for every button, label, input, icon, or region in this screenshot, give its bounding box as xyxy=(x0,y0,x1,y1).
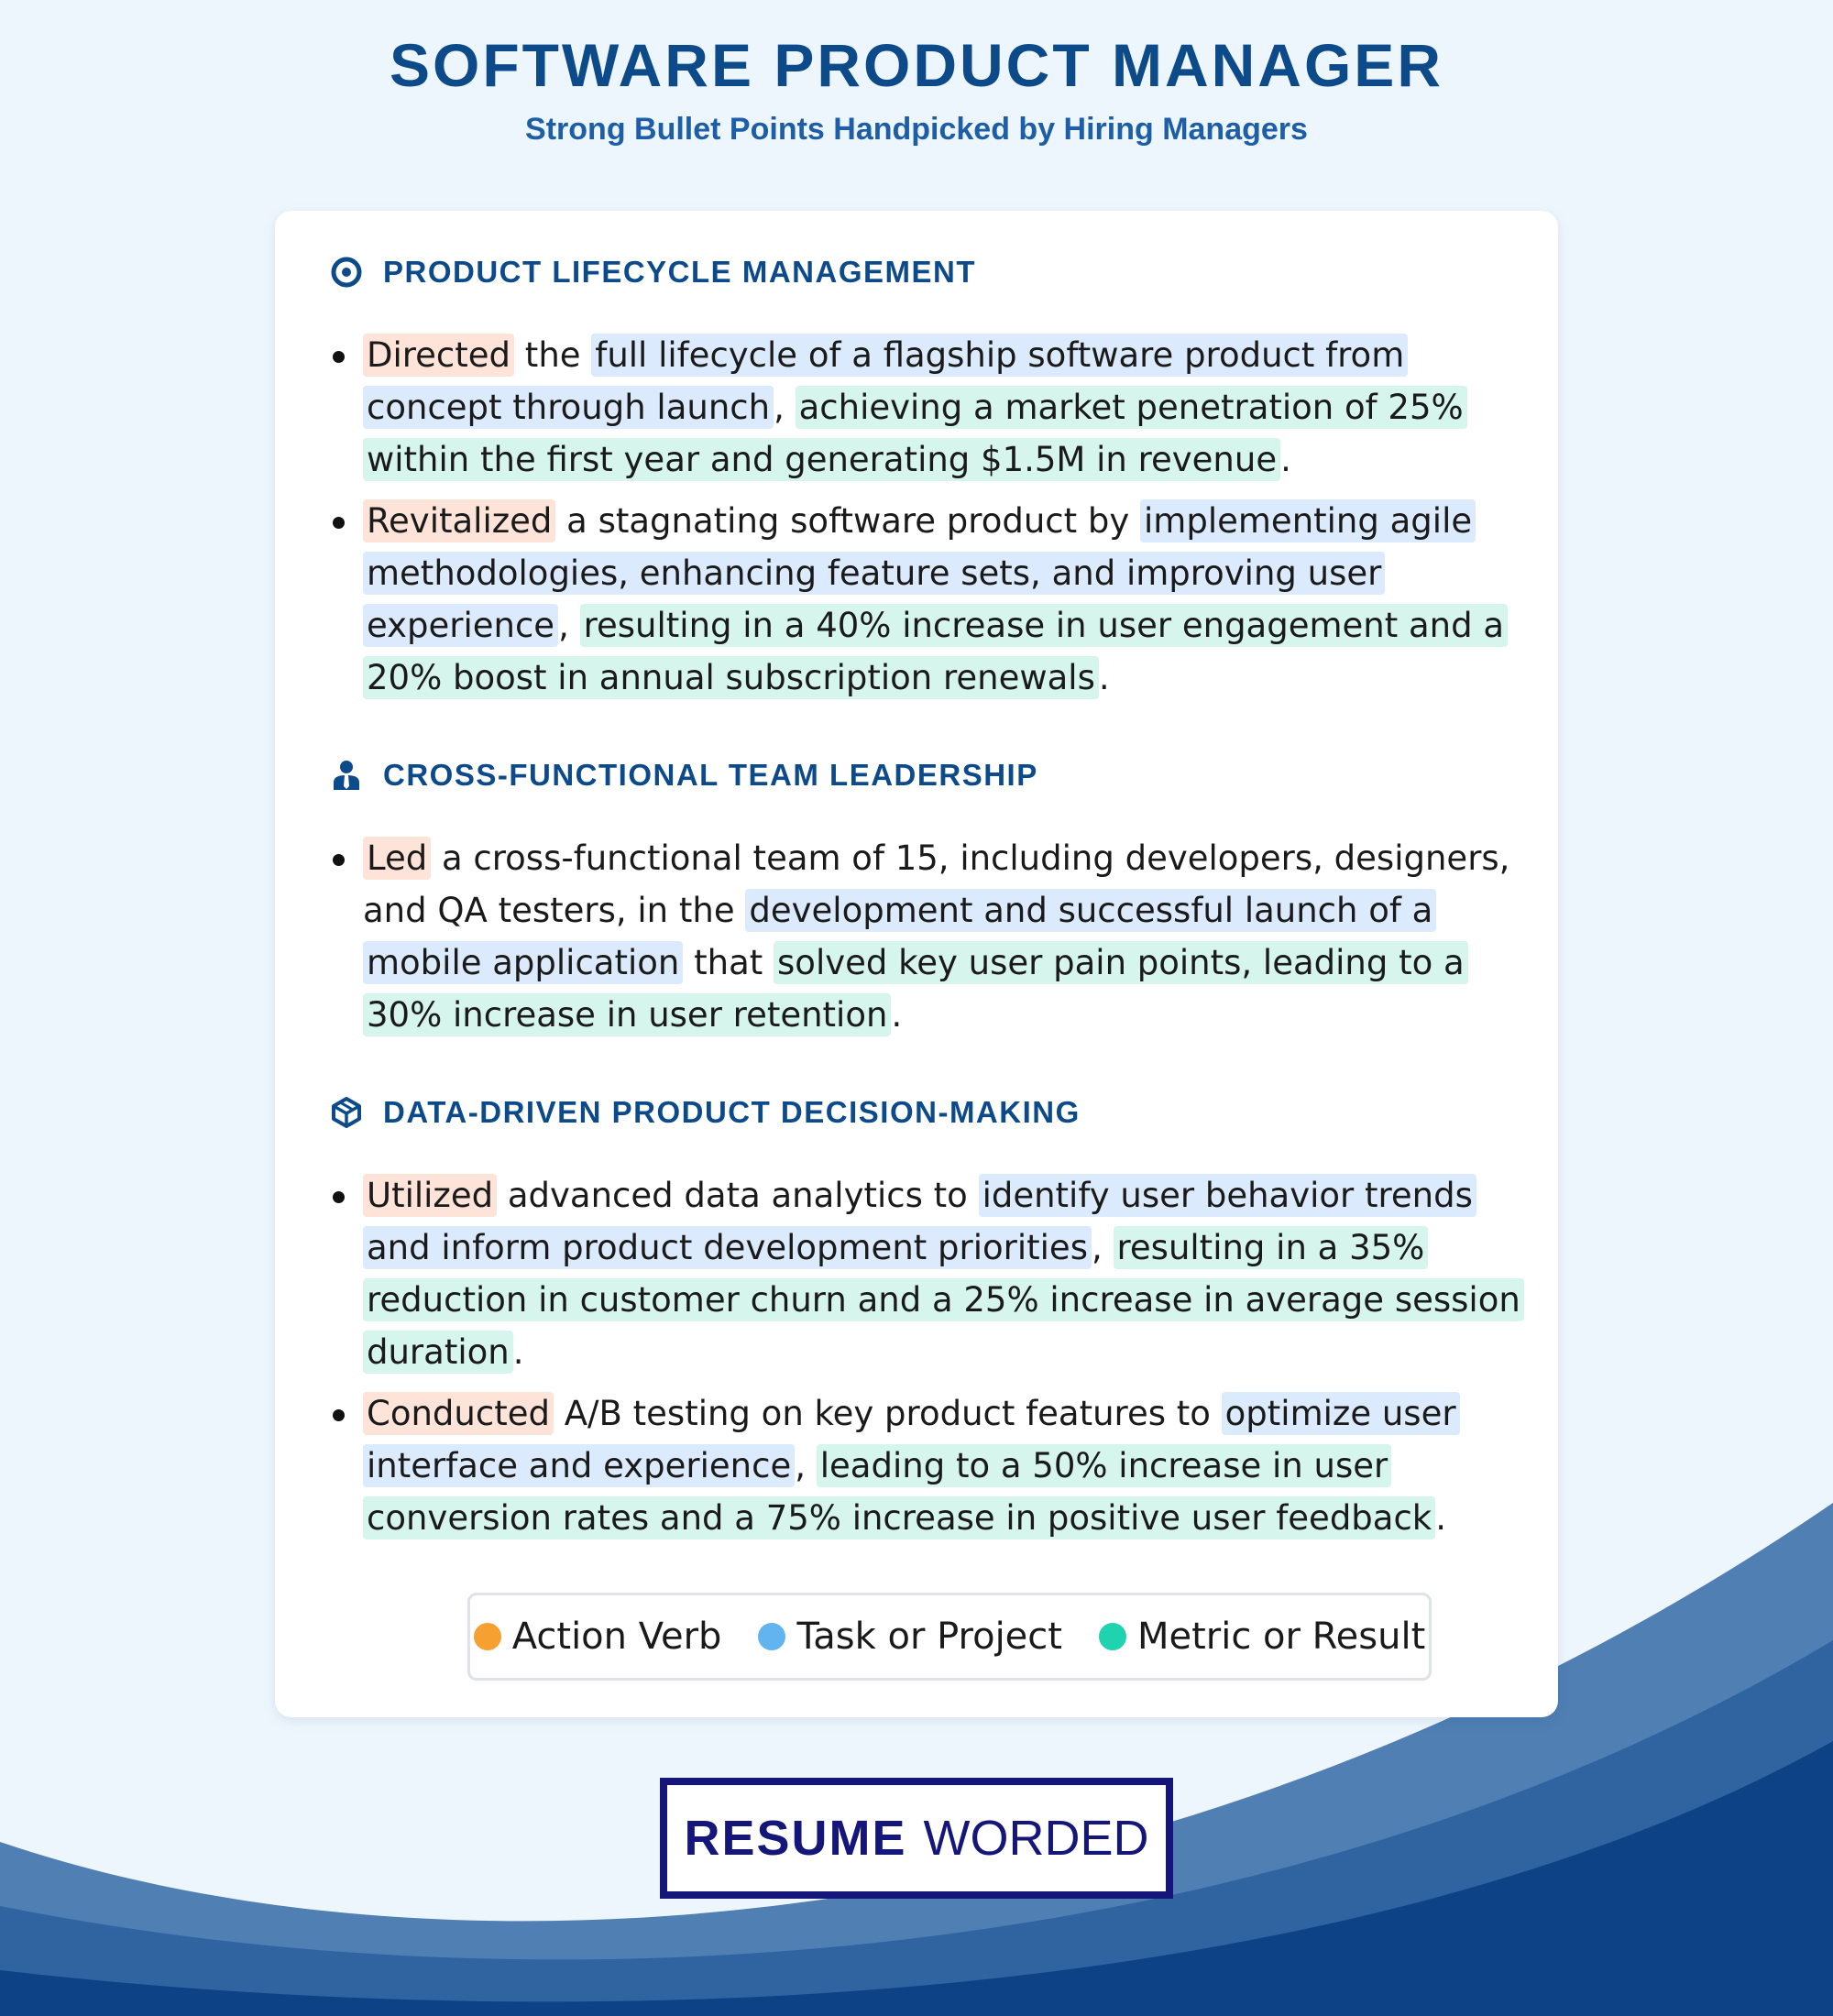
plain-text: that xyxy=(683,943,774,982)
target-icon xyxy=(330,256,363,289)
section xyxy=(306,1092,1525,1544)
plain-text: . xyxy=(1280,440,1291,479)
section xyxy=(306,755,1525,1041)
plain-text: . xyxy=(891,995,903,1035)
task-or-project: identify user behavior trends and inform product development priorities xyxy=(363,1174,1476,1269)
section-title: DATA-DRIVEN PRODUCT DECISION-MAKING xyxy=(383,1095,1081,1129)
bullet-point xyxy=(306,495,1525,704)
plain-text: , xyxy=(1091,1228,1114,1267)
plain-text: . xyxy=(512,1332,524,1372)
bullet-list xyxy=(306,832,1525,1041)
bullet-point xyxy=(306,832,1525,1041)
plain-text: A/B testing on key product features to xyxy=(553,1394,1222,1433)
page-title: SOFTWARE PRODUCT MANAGER xyxy=(390,31,1443,99)
legend-label: Task or Project xyxy=(796,1616,1062,1658)
bullet-list xyxy=(306,1169,1525,1544)
bullet-point xyxy=(306,1387,1525,1544)
metric-or-result: resulting in a 35% reduction in customer churn and a 25% increase in average session duration xyxy=(363,1226,1524,1374)
metric-or-result: solved key user pain points, leading to a 30% increase in user retention xyxy=(363,941,1468,1036)
highlight-legend xyxy=(467,1593,1432,1681)
page-subtitle: Strong Bullet Points Handpicked by Hiring Managers xyxy=(525,112,1308,147)
resume-worded-logo[interactable] xyxy=(660,1778,1173,1899)
action-verb: Revitalized xyxy=(363,499,555,542)
task-or-project: full lifecycle of a flagship software product from concept through launch xyxy=(363,334,1408,429)
page-header xyxy=(0,27,1833,148)
action-verb: Led xyxy=(363,837,431,880)
section-header xyxy=(330,252,1525,292)
logo-light-text: WORDED xyxy=(923,1811,1149,1866)
legend-label: Metric or Result xyxy=(1136,1616,1426,1658)
metric-or-result: resulting in a 40% increase in user engagement and a 20% boost in annual subscription renewals xyxy=(363,604,1508,699)
plain-text: . xyxy=(1098,658,1110,697)
logo-bold-text: RESUME xyxy=(684,1811,907,1866)
plain-text: , xyxy=(795,1446,817,1485)
plain-text: , xyxy=(558,606,580,645)
bullet-list xyxy=(306,329,1525,704)
bullet-points-card xyxy=(275,211,1558,1717)
legend-item-task-or-project xyxy=(758,1616,1062,1658)
task-or-project: optimize user interface and experience xyxy=(363,1392,1460,1487)
data-cube-icon xyxy=(330,1096,363,1129)
legend-dot-icon xyxy=(1099,1623,1126,1650)
section-title: CROSS-FUNCTIONAL TEAM LEADERSHIP xyxy=(383,758,1038,792)
legend-dot-icon xyxy=(758,1623,785,1650)
team-leader-icon xyxy=(330,759,363,792)
plain-text: a cross-functional team of 15, including developers, designers, and QA testers, in the xyxy=(363,838,1510,930)
legend-item-action-verb xyxy=(474,1616,722,1658)
bullet-point xyxy=(306,329,1525,486)
plain-text: advanced data analytics to xyxy=(497,1176,979,1215)
section-header xyxy=(330,755,1525,795)
action-verb: Conducted xyxy=(363,1392,554,1435)
section-title: PRODUCT LIFECYCLE MANAGEMENT xyxy=(383,255,976,289)
action-verb: Directed xyxy=(363,334,514,377)
plain-text: . xyxy=(1435,1498,1446,1538)
task-or-project: development and successful launch of a mobile application xyxy=(363,889,1436,984)
plain-text: the xyxy=(514,335,592,375)
metric-or-result: achieving a market penetration of 25% within the first year and generating $1.5M in revenue xyxy=(363,386,1467,481)
task-or-project: implementing agile methodologies, enhancing feature sets, and improving user experience xyxy=(363,499,1476,647)
action-verb: Utilized xyxy=(363,1174,497,1217)
legend-item-metric-or-result xyxy=(1099,1616,1425,1658)
plain-text: , xyxy=(774,388,796,427)
legend-label: Action Verb xyxy=(511,1616,722,1658)
plain-text: a stagnating software product by xyxy=(555,501,1141,541)
section xyxy=(306,252,1525,704)
bullet-point xyxy=(306,1169,1525,1378)
sections-container xyxy=(306,252,1525,1544)
legend-dot-icon xyxy=(474,1623,501,1650)
metric-or-result: leading to a 50% increase in user conversion rates and a 75% increase in positive user feedback xyxy=(363,1444,1435,1539)
section-header xyxy=(330,1092,1525,1133)
